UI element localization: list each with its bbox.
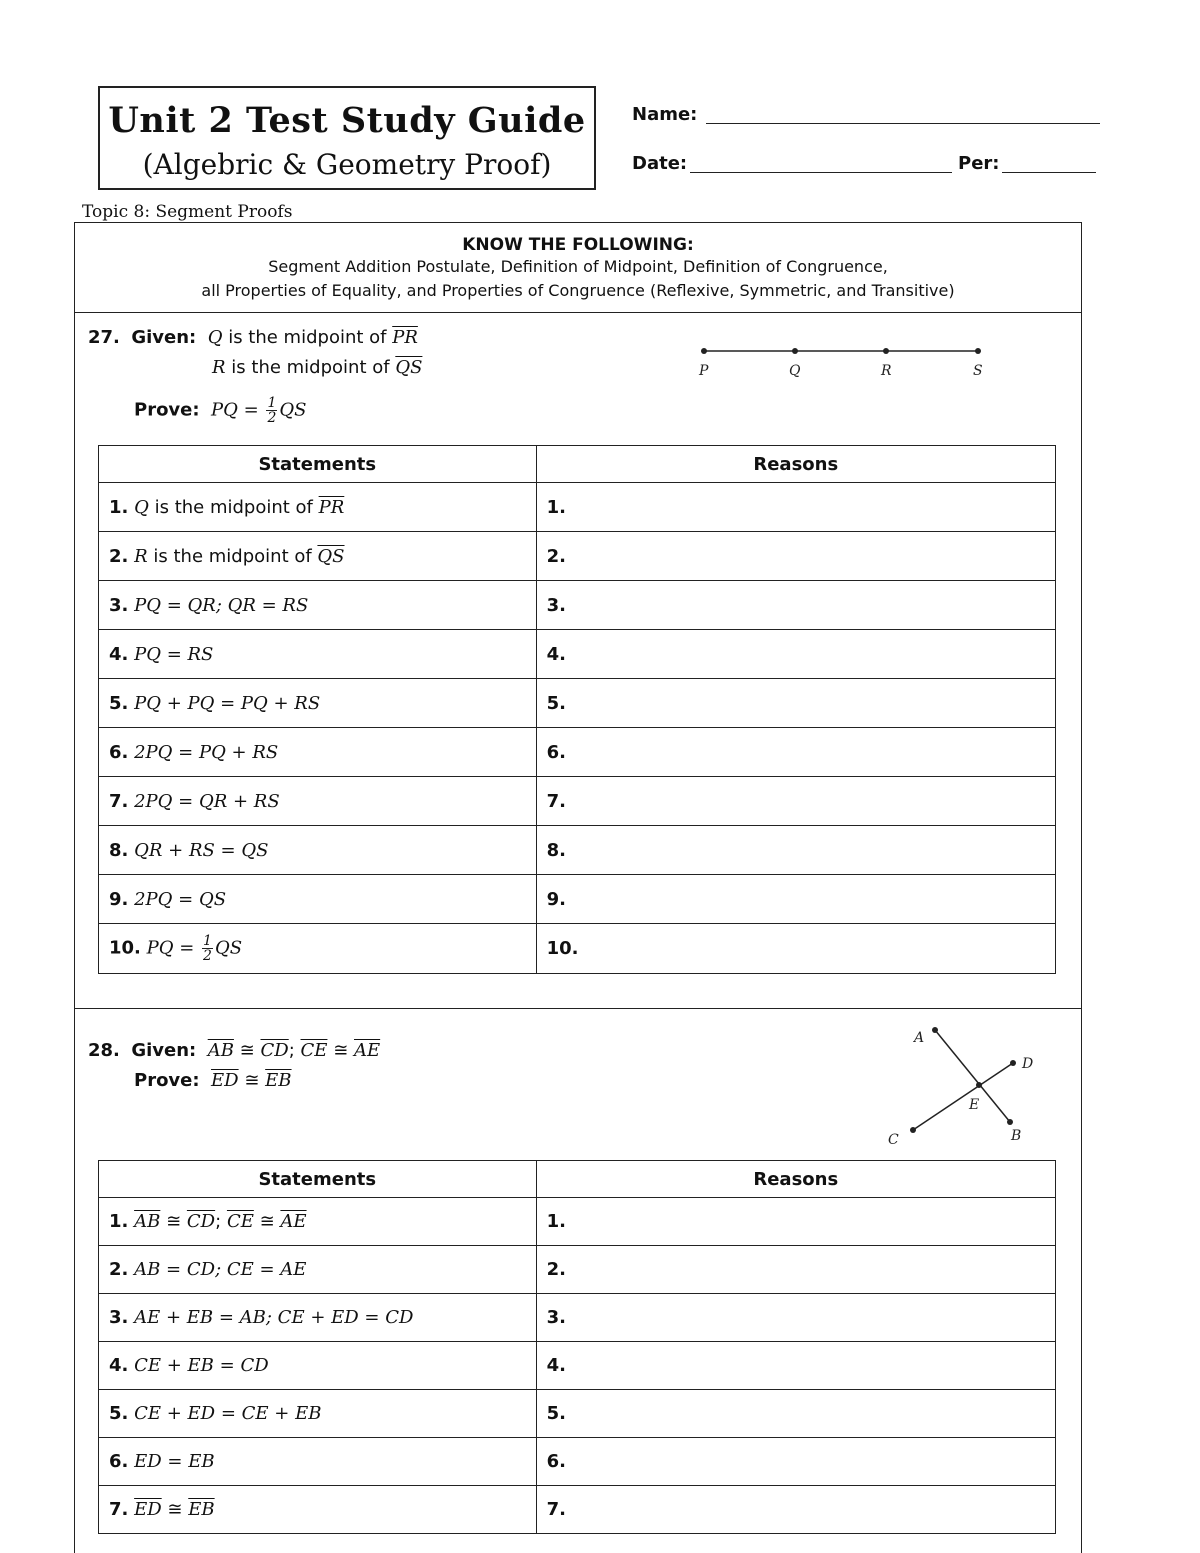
point-s [975, 348, 981, 354]
table-row [99, 728, 1056, 777]
reason-cell[interactable]: 5. [536, 1390, 1055, 1438]
problem-number: 27. [88, 327, 120, 348]
statement-cell: 1. Q is the midpoint of $\overline{PR}$ [99, 483, 537, 532]
proof-table-27 [98, 445, 1056, 974]
per-label: Per: [958, 153, 1000, 174]
reason-cell[interactable]: 7. [536, 1486, 1055, 1534]
know-heading: KNOW THE FOLLOWING: [462, 235, 694, 255]
given-segment: $\overline{AB}$ [207, 1040, 234, 1061]
statement-cell: 9. 2PQ = QS [99, 875, 537, 924]
point-r [883, 348, 889, 354]
prove-rhs: QS [279, 399, 307, 421]
given-point: Q [207, 327, 223, 348]
point-c [910, 1127, 916, 1133]
table-row [99, 483, 1056, 532]
statement-cell: 8. QR + RS = QS [99, 826, 537, 875]
problem-28-prove [134, 1070, 292, 1091]
statement-cell: 3. PQ = QR; QR = RS [99, 581, 537, 630]
label-c: C [888, 1132, 899, 1148]
page-subtitle: (Algebric & Geometry Proof) [142, 148, 552, 181]
reason-cell[interactable]: 7. [536, 777, 1055, 826]
point-e [976, 1082, 982, 1088]
table-row [99, 875, 1056, 924]
table-row [99, 581, 1056, 630]
table-row [99, 1294, 1056, 1342]
statement-cell: 3. AE + EB = AB; CE + ED = CD [99, 1294, 537, 1342]
reason-cell[interactable]: 6. [536, 1438, 1055, 1486]
title-box [98, 86, 596, 190]
reason-cell[interactable]: 6. [536, 728, 1055, 777]
statements-header: Statements [99, 446, 537, 483]
given-segment: $\overline{PR}$ [392, 327, 418, 348]
statement-cell: 2. R is the midpoint of $\overline{QS}$ [99, 532, 537, 581]
table-row [99, 826, 1056, 875]
congruent-symbol: ≅ [333, 1040, 349, 1061]
statement-cell: 5. PQ + PQ = PQ + RS [99, 679, 537, 728]
point-b [1007, 1119, 1013, 1125]
name-field[interactable] [706, 123, 1100, 124]
fraction-numerator: 1 [267, 395, 277, 411]
table-row [99, 1198, 1056, 1246]
label-d: D [1022, 1056, 1034, 1072]
table-row [99, 777, 1056, 826]
table-row [99, 924, 1056, 974]
reason-cell[interactable]: 5. [536, 679, 1055, 728]
proof-table-28 [98, 1160, 1056, 1534]
prove-lhs: PQ = [211, 399, 265, 421]
congruent-symbol: ≅ [244, 1070, 260, 1091]
reason-cell[interactable]: 2. [536, 532, 1055, 581]
statement-cell: 4. CE + EB = CD [99, 1342, 537, 1390]
point-d [1010, 1060, 1016, 1066]
reasons-header: Reasons [536, 446, 1055, 483]
reason-cell[interactable]: 9. [536, 875, 1055, 924]
statement-cell: 10. PQ = $\frac{1}{2}$ QS [99, 924, 537, 974]
given-text: is the midpoint of [225, 357, 396, 378]
label-s: S [973, 363, 983, 379]
segment-cd [913, 1063, 1013, 1130]
table-row [99, 1342, 1056, 1390]
statement-cell: 1. $\overline{AB}$ ≅ $\overline{CD}$; $\overline{CE}$ ≅ $\overline{AE}$ [99, 1198, 537, 1246]
congruent-symbol: ≅ [239, 1040, 255, 1061]
prove-label: Prove: [134, 399, 200, 421]
label-a: A [914, 1030, 925, 1046]
given-point: R [212, 357, 226, 378]
given-text: is the midpoint of [222, 327, 393, 348]
per-field[interactable] [1002, 172, 1096, 173]
statement-cell: 2. AB = CD; CE = AE [99, 1246, 537, 1294]
reason-cell[interactable]: 1. [536, 1198, 1055, 1246]
know-line-1: Segment Addition Postulate, Definition of Midpoint, Definition of Congruence, [268, 257, 888, 276]
prove-label: Prove: [134, 1070, 200, 1091]
given-segment: $\overline{QS}$ [395, 357, 423, 378]
reason-cell[interactable]: 3. [536, 1294, 1055, 1342]
name-label: Name: [632, 104, 698, 125]
reason-cell[interactable]: 3. [536, 581, 1055, 630]
statement-cell: 4. PQ = RS [99, 630, 537, 679]
reason-cell[interactable]: 1. [536, 483, 1055, 532]
know-box [74, 222, 1082, 313]
table-row [99, 532, 1056, 581]
given-label: Given: [131, 327, 197, 348]
reason-cell[interactable]: 4. [536, 630, 1055, 679]
fraction-denominator: 2 [267, 410, 277, 426]
reason-cell[interactable]: 10. [536, 924, 1055, 974]
given-label: Given: [131, 1040, 197, 1061]
label-q: Q [789, 363, 801, 379]
separator: ; [288, 1040, 295, 1061]
problem-number: 28. [88, 1040, 120, 1061]
label-p: P [699, 363, 709, 379]
page-title: Unit 2 Test Study Guide [108, 100, 586, 141]
segment-diagram [690, 340, 1000, 385]
reason-cell[interactable]: 8. [536, 826, 1055, 875]
point-a [932, 1027, 938, 1033]
label-b: B [1011, 1128, 1022, 1144]
table-row [99, 630, 1056, 679]
date-label: Date: [632, 153, 688, 174]
prove-segment: $\overline{ED}$ [211, 1070, 239, 1091]
given-segment: $\overline{CE}$ [300, 1040, 328, 1061]
table-row [99, 679, 1056, 728]
statements-header: Statements [99, 1161, 537, 1198]
statement-cell: 7. $\overline{ED}$ ≅ $\overline{EB}$ [99, 1486, 537, 1534]
reason-cell[interactable]: 4. [536, 1342, 1055, 1390]
point-p [701, 348, 707, 354]
know-line-2: all Properties of Equality, and Properties of Congruence (Reflexive, Symmetric, and Transitive) [201, 281, 955, 300]
statement-cell: 5. CE + ED = CE + EB [99, 1390, 537, 1438]
given-segment: $\overline{CD}$ [260, 1040, 289, 1061]
reason-cell[interactable]: 2. [536, 1246, 1055, 1294]
problem-27-given-2 [212, 357, 422, 378]
statement-cell: 6. ED = EB [99, 1438, 537, 1486]
problem-27-prove [134, 396, 306, 425]
table-row [99, 1486, 1056, 1534]
table-row [99, 1438, 1056, 1486]
label-r: R [881, 363, 892, 379]
label-e: E [969, 1097, 980, 1113]
point-q [792, 348, 798, 354]
table-row [99, 1246, 1056, 1294]
table-row [99, 1390, 1056, 1438]
statement-cell: 7. 2PQ = QR + RS [99, 777, 537, 826]
prove-segment: $\overline{EB}$ [265, 1070, 292, 1091]
given-segment: $\overline{AE}$ [354, 1040, 381, 1061]
reasons-header: Reasons [536, 1161, 1055, 1198]
problem-27-given [88, 327, 418, 348]
topic-label: Topic 8: Segment Proofs [82, 202, 293, 222]
date-field[interactable] [690, 172, 952, 173]
statement-cell: 6. 2PQ = PQ + RS [99, 728, 537, 777]
problem-28-given [88, 1040, 380, 1061]
intersecting-segments-diagram [880, 1020, 1050, 1150]
